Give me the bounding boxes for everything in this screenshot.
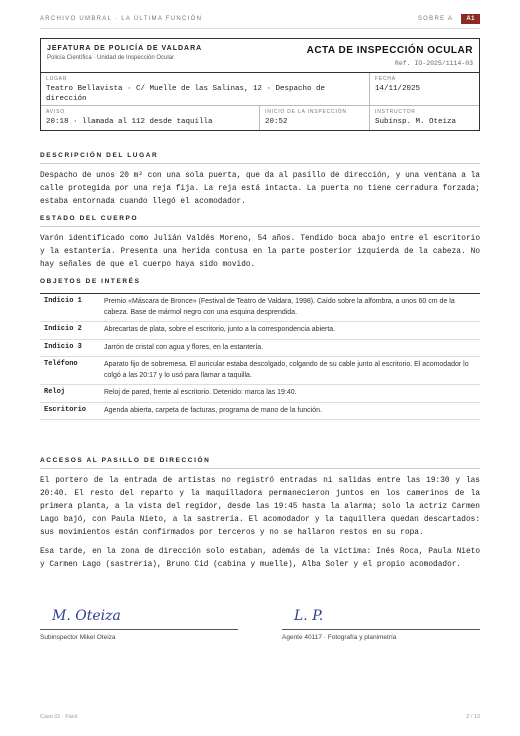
signature-line [40, 629, 238, 630]
evidence-row [40, 339, 480, 357]
top-bar [40, 12, 480, 26]
evidence-row [40, 294, 480, 322]
field-place-value: Teatro Bellavista · C/ Muelle de las Salinas, 12 · Despacho de dirección [46, 85, 326, 103]
agency-name: JEFATURA DE POLICÍA DE VALDARA [47, 45, 203, 52]
evidence-description: Jarrón de cristal con agua y flores, en la estantería. [100, 339, 480, 357]
section-title: ACCESOS AL PASILLO DE DIRECCIÓN [40, 457, 480, 469]
section-body-state [40, 215, 480, 272]
case-label: Caso 01 · Fácil [40, 714, 77, 720]
evidence-description: Reloj de pared, frente al escritorio. Detenido: marca las 19:40. [100, 385, 480, 403]
section-access [40, 457, 480, 572]
field-start-label: INICIO DE LA INSPECCIÓN [265, 109, 347, 115]
evidence-key: Indicio 3 [40, 339, 100, 357]
section-objects [40, 278, 480, 420]
field-place-label: LUGAR [46, 76, 68, 82]
field-instructor [370, 106, 479, 130]
evidence-key: Reloj [40, 385, 100, 403]
title-block [307, 45, 473, 66]
form-heading [41, 39, 479, 73]
field-notice [41, 106, 260, 130]
signer-name: Agente 40117 · Fotografía y planimetría [282, 634, 397, 641]
evidence-key: Escritorio [40, 402, 100, 420]
evidence-description: Premio «Máscara de Bronce» (Festival de Teatro de Valdara, 1998). Caído sobre la alfombra, a unos 60 cm de la cabeza. Base de mármol negro con una esquina desprendida. [100, 294, 480, 322]
signature-agent [282, 608, 480, 641]
evidence-row [40, 322, 480, 340]
agency-unit: Policía Científica · Unidad de Inspección Ocular [47, 55, 175, 61]
section-title: ESTADO DEL CUERPO [40, 215, 480, 227]
form-row-place [41, 73, 479, 106]
signature-mark: M. Oteiza [52, 608, 121, 624]
evidence-row [40, 402, 480, 420]
envelope-badge: A1 [461, 14, 480, 24]
field-notice-value: 20:18 · llamada al 112 desde taquilla [46, 118, 213, 126]
field-instructor-value: Subinsp. M. Oteiza [375, 118, 457, 126]
field-date [370, 73, 479, 105]
page-number: 2 / 13 [466, 714, 480, 720]
envelope-label: SOBRE A [417, 16, 454, 22]
document-reference: Ref. IO-2025/1114-03 [394, 60, 473, 67]
evidence-key: Indicio 2 [40, 322, 100, 340]
evidence-row [40, 385, 480, 403]
evidence-description: Aparato fijo de sobremesa. El auricular estaba descolgado, colgando de su cable junto al escritorio. El acomodador lo colgó a las 20:17 y lo usó para llamar a taquilla. [100, 357, 480, 385]
field-start [260, 106, 370, 130]
signature-mark: L. P. [294, 608, 324, 624]
section-text: Despacho de unos 20 m² con una sola puerta, que da al pasillo de dirección, y una ventana a la calle protegida por una reja fija. La reja está intacta. La puerta no tiene cerradura forzada; estaba entornada cuando llegó el acomodador. [40, 172, 480, 206]
top-divider [40, 28, 480, 29]
access-paragraph-2: Esa tarde, en la zona de dirección solo estaban, además de la víctima: Inés Roca, Paula Nieto y Carmen Lago (sastrería), Bruno Cid (cabina y muelle), Alba Soler y el propio acomodador. [40, 548, 480, 569]
access-paragraph-1: El portero de la entrada de artistas no registró entradas ni salidas entre las 19:30 y las 20:40. El resto del reparto y la maquilladora permanecieron juntos en los camerinos de la primera planta, a la vista del regidor, desde las 19:45 hasta la alarma; solo la actriz Carmen Lago bajó, con Paula Nieto, a la sastrería. El acomodador y la taquillera quedan descartados: sus movimientos están confirmados por terceros y no se hallaron restos en su ropa. [40, 477, 480, 537]
agency-block [47, 45, 202, 66]
evidence-description: Agenda abierta, carpeta de facturas, programa de mano de la función. [100, 402, 480, 420]
evidence-row [40, 357, 480, 385]
field-place [41, 73, 370, 105]
evidence-description: Abrecartas de plata, sobre el escritorio, junto a la correspondencia abierta. [100, 322, 480, 340]
section-text: Varón identificado como Julián Valdés Moreno, 54 años. Tendido boca abajo entre el escritorio y la estantería. Presenta una herida contusa en la parte posterior izquierda de la cabeza. No hay señales de que el cuerpo haya sido movido. [40, 235, 480, 269]
page-footer [40, 714, 480, 720]
signer-name: Subinspector Mikel Oteiza [40, 634, 116, 641]
evidence-table [40, 293, 480, 420]
inspection-form-header [40, 38, 480, 131]
field-instructor-label: INSTRUCTOR [375, 109, 416, 115]
signature-line [282, 629, 480, 630]
evidence-key: Indicio 1 [40, 294, 100, 322]
form-row-times [41, 106, 479, 130]
signature-instructor [40, 608, 238, 641]
section-title: DESCRIPCIÓN DEL LUGAR [40, 152, 480, 164]
field-start-value: 20:52 [265, 118, 288, 126]
section-title: OBJETOS DE INTERÉS [40, 278, 141, 285]
field-notice-label: AVISO [46, 109, 65, 115]
document-title: ACTA DE INSPECCIÓN OCULAR [306, 45, 473, 56]
section-scene [40, 152, 480, 209]
archive-series: ARCHIVO UMBRAL · LA ÚLTIMA FUNCIÓN [40, 16, 203, 22]
field-date-value: 14/11/2025 [375, 85, 421, 93]
envelope-tag [418, 14, 480, 24]
field-date-label: FECHA [375, 76, 396, 82]
evidence-key: Teléfono [40, 357, 100, 385]
